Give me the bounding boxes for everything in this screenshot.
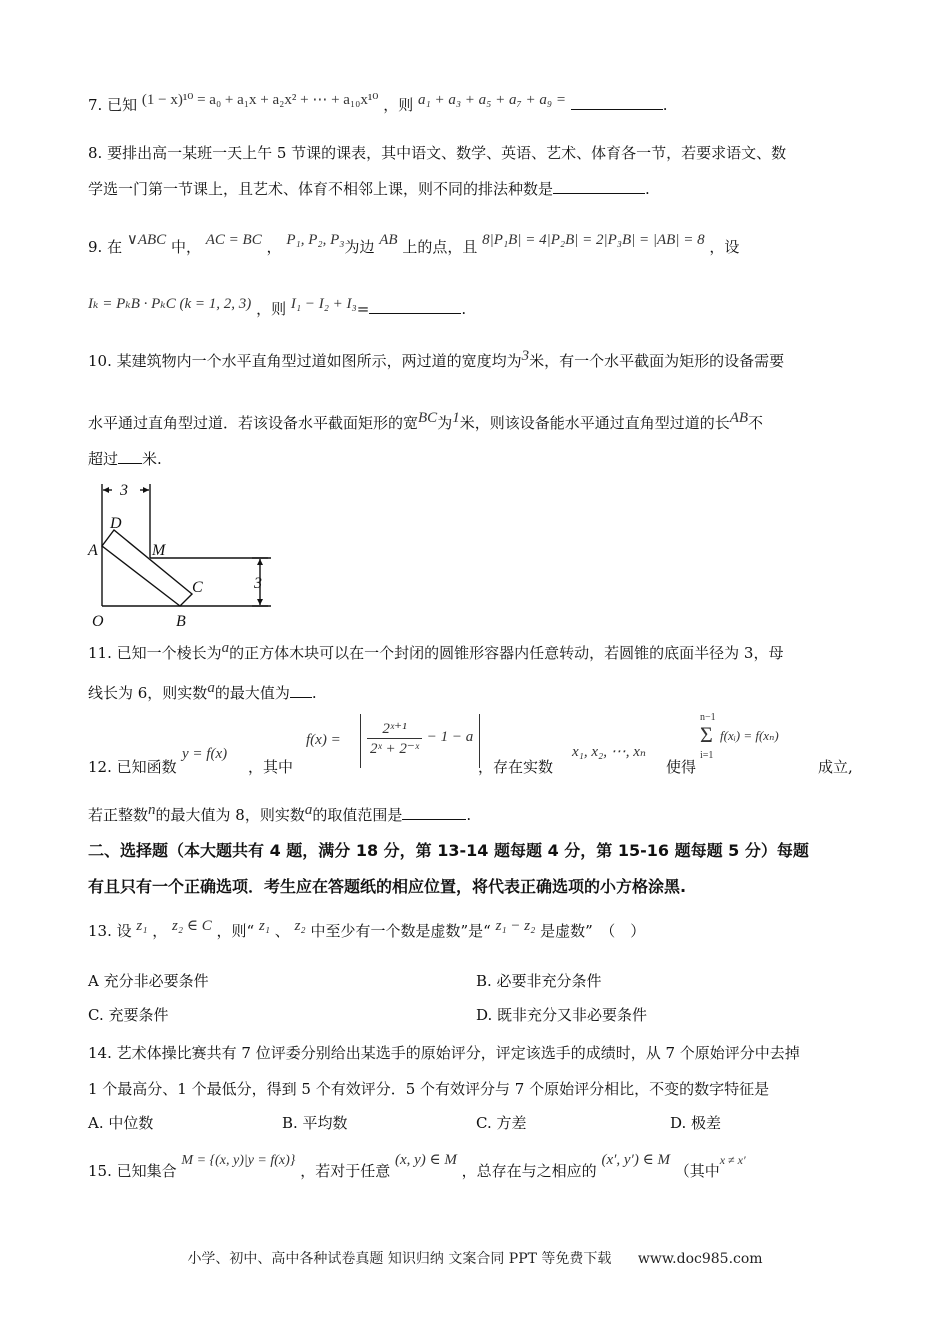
q9-label: 9. 在 — [88, 238, 123, 256]
q10-line-3b: 米. — [142, 450, 162, 468]
q10-line-3a: 超过 — [88, 450, 119, 468]
q13-option-d[interactable]: D. 既非充分又非必要条件 — [476, 1006, 648, 1024]
q9-text-2: ， — [266, 238, 282, 256]
q10-line-1a: 10. 某建筑物内一个水平直角型过道如图所示，两过道的宽度均为 — [88, 352, 522, 370]
q9-ask: I₁ − I₂ + I₃ — [290, 296, 357, 312]
figure-right-arrow-top — [257, 559, 263, 565]
q9-triangle: ∨ABC — [126, 232, 167, 248]
q12-sum-bottom: i=1 — [700, 750, 714, 761]
q10-line-2b: 为 — [437, 414, 453, 432]
q12-end: . — [466, 806, 472, 824]
q12-xs: x₁, x₂, ⋯, xₙ — [572, 744, 646, 760]
q13-text-5: 是虚数” （ ） — [540, 922, 646, 940]
q7-expression-lhs: (1 − x)¹⁰ = a₀ + a₁x + a₂x² + ⋯ + a₁₀x¹⁰ — [141, 92, 379, 108]
q10-bc: BC — [418, 410, 438, 426]
question-12-line-1 — [88, 712, 888, 792]
q12-label: 12. 已知函数 — [88, 758, 177, 776]
q12-line-2c: 的取值范围是 — [312, 806, 403, 824]
q9-text-5: ，设 — [709, 238, 740, 256]
q8-line-2-text: 学选一门第一节课上，且艺术、体育不相邻上课，则不同的排法种数是 — [88, 180, 554, 198]
question-10-line-1 — [88, 350, 784, 371]
q9-points: P₁, P₂, P₃ — [286, 232, 345, 248]
figure-label-b: B — [176, 613, 186, 630]
figure-label-m: M — [152, 542, 166, 559]
q9-text-7: = — [356, 300, 370, 318]
q10-line-2d: 不 — [748, 414, 764, 432]
q9-text-1: 中， — [170, 238, 201, 256]
q9-end: . — [461, 300, 467, 318]
section-2-heading-line-2: 有且只有一个正确选项．考生应在答题纸的相应位置，将代表正确选项的小方格涂黑. — [88, 877, 687, 896]
q10-width: 3 — [521, 348, 530, 364]
figure-label-d: D — [110, 515, 122, 532]
figure-device-rectangle — [102, 530, 192, 606]
q12-text-4: 成立, — [818, 758, 853, 776]
q12-abs-tail: − 1 − a — [426, 729, 474, 745]
q9-answer-blank — [369, 299, 461, 314]
figure-right-dim-label: 3 — [254, 575, 262, 592]
q13-text-4: 中至少有一个数是虚数”是“ — [310, 922, 491, 940]
q13-z1: z₁ — [136, 918, 148, 934]
q12-line-2b: 的最大值为 8，则实数 — [155, 806, 305, 824]
question-10-line-3 — [88, 448, 162, 469]
q14-option-c[interactable]: C. 方差 — [476, 1114, 527, 1132]
q12-fx-label: f(x) = — [306, 732, 341, 748]
q12-y-eq-fx: y = f(x) — [182, 746, 228, 762]
footer-text: 小学、初中、高中各种试卷真题 知识归纳 文案合同 PPT 等免费下载 — [187, 1251, 612, 1267]
q13-z1-b: z₁ — [258, 918, 271, 934]
page-footer — [0, 1248, 950, 1268]
q7-expression-rhs: a₁ + a₃ + a₅ + a₇ + a₉ = — [418, 92, 566, 108]
q12-sum — [700, 712, 810, 762]
q10-line-1b: 米，有一个水平截面为矩形的设备需要 — [529, 352, 785, 370]
figure-top-arrow-right — [143, 487, 149, 493]
q7-label: 7. 已知 — [88, 96, 138, 114]
q12-abs-expression — [360, 714, 480, 768]
q9-condition: 8|P₁B| = 4|P₂B| = 2|P₃B| = |AB| = 8 — [482, 232, 705, 248]
q12-answer-blank — [402, 805, 466, 820]
section-2-heading-line-1: 二、选择题（本大题共有 4 题，满分 18 分，第 13-14 题每题 4 分，第 15-16 题每题 5 分）每题 — [88, 841, 809, 860]
q9-text-6: ，则 — [256, 300, 287, 318]
question-9-line-2 — [88, 292, 467, 318]
q10-one: 1 — [452, 410, 460, 426]
q14-option-a[interactable]: A. 中位数 — [88, 1114, 154, 1132]
q7-answer-blank — [571, 95, 663, 110]
q8-answer-blank — [553, 179, 645, 194]
question-8-line-2 — [88, 178, 650, 199]
q11-answer-blank — [290, 683, 312, 698]
q13-option-a[interactable]: A 充分非必要条件 — [88, 972, 209, 990]
q10-line-2a: 水平通过直角型过道．若该设备水平截面矩形的宽 — [88, 414, 419, 432]
figure-top-arrow-left — [103, 487, 109, 493]
q15-text-3: （其中 — [674, 1162, 720, 1180]
q15-xy-prime: (x′, y′) ∈ M — [601, 1152, 670, 1168]
q9-text-3: 为边 — [344, 238, 375, 256]
q12-sum-sign: Σ — [700, 722, 713, 747]
q15-xy: (x, y) ∈ M — [394, 1152, 457, 1168]
question-10-line-2 — [88, 412, 763, 433]
q12-a: a — [304, 802, 313, 818]
q14-option-d[interactable]: D. 极差 — [670, 1114, 722, 1132]
q10-answer-blank — [118, 449, 142, 464]
q10-ab: AB — [729, 410, 749, 426]
corridor-figure — [86, 474, 276, 634]
q15-text-1: ，若对于任意 — [300, 1162, 391, 1180]
q11-line-2b: 的最大值为 — [214, 684, 290, 702]
footer-url[interactable]: www.doc985.com — [637, 1251, 763, 1267]
question-7 — [88, 88, 668, 114]
q13-text-1: ， — [152, 922, 168, 940]
q14-option-b[interactable]: B. 平均数 — [282, 1114, 348, 1132]
q11-line-1a: 11. 已知一个棱长为 — [88, 644, 222, 662]
q13-text-3: 、 — [274, 922, 290, 940]
q9-ab: AB — [379, 232, 398, 248]
question-12-line-2 — [88, 804, 471, 825]
q12-sum-body: f(xᵢ) = f(xₙ) — [720, 728, 779, 743]
q11-line-1b: 的正方体木块可以在一个封闭的圆锥形容器内任意转动，若圆锥的底面半径为 3，母 — [229, 644, 784, 662]
figure-right-arrow-bottom — [257, 599, 263, 605]
q9-eq-ac-bc: AC = BC — [205, 232, 262, 248]
question-11-line-1 — [88, 642, 783, 663]
q11-end: . — [311, 684, 317, 702]
question-11-line-2 — [88, 682, 317, 703]
q13-label: 13. 设 — [88, 922, 132, 940]
q11-a: a — [221, 640, 230, 656]
figure-label-c: C — [192, 579, 203, 596]
q13-z2: z₂ — [294, 918, 306, 934]
q9-definition: Iₖ = PₖB · PₖC (k = 1, 2, 3) — [88, 296, 252, 312]
q12-numerator: 2ˣ⁺¹ — [367, 719, 422, 739]
question-14-line-1: 14. 艺术体操比赛共有 7 位评委分别给出某选手的原始评分，评定该选手的成绩时，从 7 个原始评分中去掉 — [88, 1044, 800, 1062]
q13-z2-in-c: z₂ ∈ C — [172, 918, 212, 934]
q13-option-b[interactable]: B. 必要非充分条件 — [476, 972, 602, 990]
q12-text-1: ，其中 — [248, 758, 294, 776]
q9-text-4: 上的点，且 — [402, 238, 478, 256]
q15-set: M = {(x, y)|y = f(x)} — [181, 1153, 296, 1168]
q12-n: n — [148, 802, 156, 818]
q15-text-2: ，总存在与之相应的 — [461, 1162, 597, 1180]
q11-line-2a: 线长为 6，则实数 — [88, 684, 208, 702]
q10-line-2c: 米，则该设备能水平通过直角型过道的长 — [459, 414, 730, 432]
question-13 — [88, 914, 646, 940]
q12-text-2: ，存在实数 — [478, 758, 554, 776]
q11-a-2: a — [207, 680, 215, 696]
q7-end: . — [662, 96, 668, 114]
question-15 — [88, 1148, 746, 1180]
q12-denominator: 2ˣ + 2⁻ˣ — [370, 741, 420, 757]
figure-label-o: O — [92, 613, 104, 630]
q13-text-2: ，则“ — [216, 922, 255, 940]
q12-text-3: 使得 — [666, 758, 697, 776]
q7-text-mid: ，则 — [383, 96, 414, 114]
figure-label-a: A — [88, 542, 98, 559]
question-9-line-1 — [88, 228, 740, 256]
q8-end: . — [645, 180, 650, 198]
q13-option-c[interactable]: C. 充要条件 — [88, 1006, 169, 1024]
q15-label: 15. 已知集合 — [88, 1162, 177, 1180]
q13-diff: z₁ − z₂ — [495, 918, 536, 934]
q15-neq: x ≠ x′ — [719, 1153, 746, 1167]
question-14-line-2: 1 个最高分、1 个最低分，得到 5 个有效评分．5 个有效评分与 7 个原始评分相比，不变的数字特征是 — [88, 1080, 770, 1098]
q12-fraction — [367, 719, 422, 758]
question-8-line-1: 8. 要排出高一某班一天上午 5 节课的课表，其中语文、数学、英语、艺术、体育各一节，若要求语文、数 — [88, 144, 787, 162]
figure-top-dim-label: 3 — [120, 482, 128, 499]
q12-line-2a: 若正整数 — [88, 806, 149, 824]
q12-sum-top: n−1 — [700, 712, 716, 723]
